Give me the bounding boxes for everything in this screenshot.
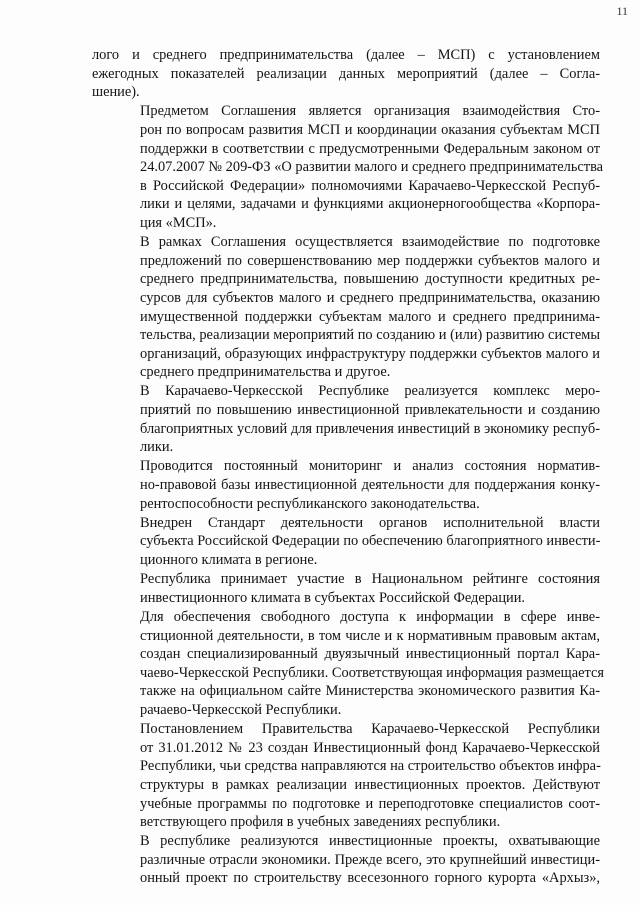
text-line: Предметом Соглашения является организация взаимодействия Сто- [140, 103, 600, 120]
paragraph [92, 608, 604, 720]
text-line: тельства, реализации мероприятий по созданию и (или) развитию системы [140, 327, 600, 344]
text-line: Проводится постоянный мониторинг и анализ состояния норматив- [140, 458, 600, 475]
text-line: поддержки в соответствии с предусмотренными Федеральным законом от [140, 140, 600, 157]
text-line: но-правовой базы инвестиционной деятельности для поддержания конку- [140, 477, 600, 494]
text-line: инвестиционного климата в субъектах Российской Федерации. [140, 589, 526, 606]
text-line: шение). [92, 84, 140, 101]
paragraph [92, 102, 604, 232]
text-line: создан специализированный двуязычный инвестиционный портал Кара- [140, 646, 600, 663]
text-line: благоприятных условий для привлечения инвестиций в экономику респуб- [140, 420, 600, 437]
text-line: в Российской Федерации» полномочиями Карачаево-Черкесской Респуб- [140, 177, 600, 194]
text-line: В Карачаево-Черкесской Республике реализуется комплекс меро- [140, 383, 600, 400]
paragraph [92, 570, 600, 607]
text-line: Республики, чьи средства направляются на строительство объектов инфра- [140, 758, 601, 775]
text-line: ция «МСП». [140, 214, 217, 231]
paragraph [92, 457, 600, 513]
text-line: организаций, образующих инфраструктуру поддержки субъектов малого и [140, 345, 600, 362]
paragraph [92, 832, 600, 888]
text-line: среднего предпринимательства, повышению доступности кредитных ре- [140, 271, 600, 288]
text-line: ветствующего профиля в учебных заведениях республики. [140, 814, 501, 831]
text-line: также на официальном сайте Министерства экономического развития Ка- [140, 683, 600, 700]
text-line: Постановлением Правительства Карачаево-Черкесской Республики [140, 721, 600, 738]
text-line: имущественной поддержки субъектам малого и среднего предпринима- [140, 308, 600, 325]
paragraph [92, 514, 600, 570]
paragraph [92, 720, 600, 832]
text-line: сурсов для субъектов малого и среднего предпринимательства, оказанию [140, 289, 600, 306]
paragraph [92, 233, 600, 382]
text-line: онный проект по строительству всесезонного горного курорта «Архыз», [140, 870, 600, 887]
text-line: рон по вопросам развития МСП и координации оказания субъектам МСП [140, 121, 600, 138]
text-line: В республике реализуются инвестиционные проекты, охватывающие [140, 833, 600, 850]
text-line: субъекта Российской Федерации по обеспечению благоприятного инвести- [140, 533, 601, 550]
text-line: рачаево-Черкесской Республики. [140, 701, 342, 718]
text-line: учебные программы по подготовке и переподготовке специалистов соот- [140, 795, 600, 812]
text-line: рентоспособности республиканского законодательства. [140, 495, 480, 512]
text-line: различные отрасли экономики. Прежде всего, это крупнейший инвестици- [140, 851, 600, 868]
text-line: Внедрен Стандарт деятельности органов исполнительной власти [140, 514, 600, 531]
text-line: лики и целями, задачами и функциями акционерногообщества «Корпора- [140, 196, 600, 213]
text-line: Для обеспечения свободного доступа к информации в сфере инве- [140, 608, 600, 625]
paragraph [92, 382, 600, 456]
text-line: ционного климата в регионе. [140, 552, 318, 568]
text-line: предложений по совершенствованию мер поддержки субъектов малого и [140, 252, 600, 269]
text-line: В рамках Соглашения осуществляется взаимодействие по подготовке [140, 234, 600, 251]
page-number: 11 [616, 4, 628, 18]
document-body [92, 46, 604, 888]
text-line: структуры в рамках реализации инвестиционных проектов. Действуют [140, 776, 600, 793]
text-line: чаево-Черкесской Республики. Соответствующая информация размещается [140, 664, 604, 681]
text-line: лого и среднего предпринимательства (далее – МСП) с установлением [92, 47, 600, 63]
text-line: среднего предпринимательства и другое. [140, 364, 391, 381]
text-line: лики. [140, 439, 174, 456]
text-line: стиционной деятельности, в том числе и к нормативным правовым актам, [140, 627, 600, 644]
text-line: ежегодных показателей реализации данных мероприятий (далее – Согла- [92, 65, 600, 82]
text-line: Республика принимает участие в Национальном рейтинге состояния [140, 571, 600, 588]
text-line: приятий по повышению инвестиционной привлекательности и созданию [140, 402, 600, 419]
text-line: 24.07.2007 № 209-ФЗ «О развитии малого и среднего предпринимательства [140, 159, 604, 176]
text-line: от 31.01.2012 № 23 создан Инвестиционный фонд Карачаево-Черкесской [140, 739, 600, 756]
paragraph [92, 46, 600, 102]
